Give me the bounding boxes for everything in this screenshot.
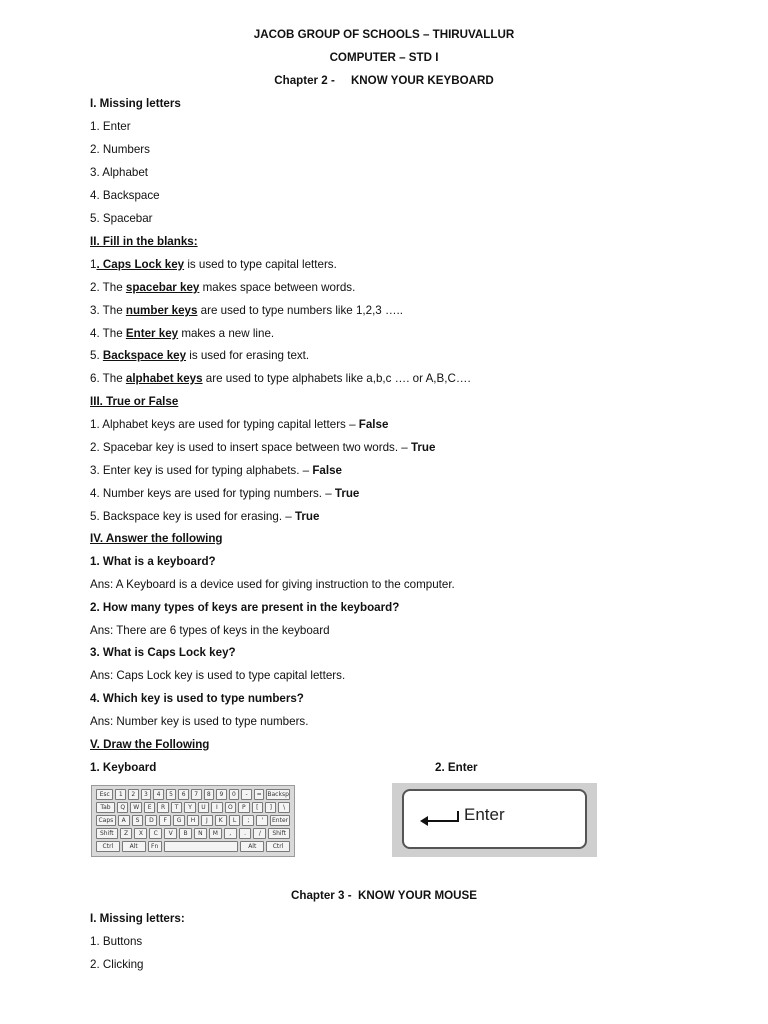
question: 4. Which key is used to type numbers? bbox=[90, 692, 304, 705]
fill-blank-item bbox=[90, 304, 403, 318]
true-false-item bbox=[90, 510, 319, 524]
keyboard-key: B bbox=[179, 828, 192, 839]
keyboard-key: Backsp bbox=[267, 791, 289, 798]
keyboard-key: Y bbox=[184, 802, 195, 813]
keyboard-key: Alt bbox=[240, 841, 264, 852]
keyboard-row bbox=[96, 841, 290, 852]
item-suffix: are used to type alphabets like a,b,c …. or A,B,C…. bbox=[202, 372, 471, 385]
section-draw-title: V. Draw the Following bbox=[90, 738, 210, 751]
keyboard-key: ; bbox=[242, 815, 254, 826]
item-suffix: makes a new line. bbox=[178, 327, 275, 340]
fill-blank-item bbox=[90, 327, 274, 341]
tf-answer: True bbox=[334, 487, 360, 500]
keyboard-key: A bbox=[118, 815, 130, 826]
keyboard-key: D bbox=[145, 815, 157, 826]
keyboard-key: Enter bbox=[272, 817, 289, 824]
item-suffix: makes space between words. bbox=[199, 281, 356, 294]
keyboard-key: T bbox=[171, 802, 182, 813]
chapter-title: KNOW YOUR KEYBOARD bbox=[350, 74, 494, 87]
true-false-item bbox=[90, 487, 359, 501]
true-false-item bbox=[90, 418, 388, 432]
keyboard-key: Esc bbox=[96, 789, 113, 800]
keyboard-key: 0 bbox=[229, 789, 240, 800]
keyboard-key: 8 bbox=[204, 789, 215, 800]
keyboard-key: Caps bbox=[96, 815, 116, 826]
answer: Ans: A Keyboard is a device used for giving instruction to the computer. bbox=[90, 578, 455, 591]
keyboard-key: 2 bbox=[128, 789, 139, 800]
keyboard-key: [ bbox=[252, 802, 263, 813]
keyboard-key: Q bbox=[117, 802, 128, 813]
keyboard-key: F bbox=[159, 815, 171, 826]
statement: 4. Number keys are used for typing numbers. – bbox=[90, 487, 335, 500]
enter-key-text: Enter bbox=[464, 805, 505, 824]
chapter-heading bbox=[0, 74, 768, 88]
keyboard-key bbox=[164, 841, 239, 852]
keyboard-key: P bbox=[238, 802, 249, 813]
list-item: 1. Buttons bbox=[90, 935, 143, 948]
keyboard-key: 6 bbox=[178, 789, 189, 800]
blank-answer: alphabet keys bbox=[125, 372, 203, 385]
chapter3-heading bbox=[0, 889, 768, 903]
keyboard-key: Alt bbox=[122, 841, 146, 852]
keyboard-key: W bbox=[130, 802, 141, 813]
keyboard-key: \ bbox=[278, 802, 289, 813]
question: 2. How many types of keys are present in the keyboard? bbox=[90, 601, 400, 614]
keyboard-key: V bbox=[164, 828, 177, 839]
tf-answer: True bbox=[294, 510, 320, 523]
question: 1. What is a keyboard? bbox=[90, 555, 216, 568]
blank-answer: Backspace key bbox=[102, 349, 187, 362]
keyboard-row bbox=[96, 828, 290, 839]
keyboard-key: . bbox=[239, 828, 252, 839]
question: 3. What is Caps Lock key? bbox=[90, 646, 236, 659]
fill-blank-item bbox=[90, 349, 309, 363]
statement: 2. Spacebar key is used to insert space between two words. – bbox=[90, 441, 411, 454]
keyboard-key: 4 bbox=[153, 789, 164, 800]
keyboard-key: Z bbox=[120, 828, 133, 839]
keyboard-key: E bbox=[144, 802, 155, 813]
keyboard-key: 5 bbox=[166, 789, 177, 800]
keyboard-key: Ctrl bbox=[96, 841, 120, 852]
keyboard-key: C bbox=[149, 828, 162, 839]
keyboard-key: Ctrl bbox=[266, 841, 290, 852]
blank-answer: spacebar key bbox=[125, 281, 200, 294]
tf-answer: True bbox=[410, 441, 436, 454]
list-item: 3. Alphabet bbox=[90, 166, 149, 179]
keyboard-key: L bbox=[229, 815, 241, 826]
keyboard-key: / bbox=[253, 828, 266, 839]
true-false-item bbox=[90, 464, 342, 478]
item-suffix: is used for erasing text. bbox=[186, 349, 310, 362]
keyboard-key: H bbox=[187, 815, 199, 826]
blank-answer: number keys bbox=[125, 304, 198, 317]
fill-blank-item bbox=[90, 281, 355, 295]
keyboard-key: ] bbox=[265, 802, 276, 813]
keyboard-key: G bbox=[173, 815, 185, 826]
section-missing-letters-title: I. Missing letters bbox=[90, 97, 181, 110]
keyboard-key: N bbox=[194, 828, 207, 839]
statement: 5. Backspace key is used for erasing. – bbox=[90, 510, 295, 523]
keyboard-key: I bbox=[211, 802, 222, 813]
chapter3-title: KNOW YOUR MOUSE bbox=[358, 889, 477, 902]
chapter3-section-title: I. Missing letters: bbox=[90, 912, 185, 925]
list-item: 5. Spacebar bbox=[90, 212, 153, 225]
keyboard-key: K bbox=[215, 815, 227, 826]
statement: 3. Enter key is used for typing alphabets. – bbox=[90, 464, 313, 477]
blank-answer: Enter key bbox=[125, 327, 179, 340]
fill-blank-item bbox=[90, 372, 471, 386]
keyboard-key: U bbox=[198, 802, 209, 813]
keyboard-key: 3 bbox=[141, 789, 152, 800]
keyboard-key: - bbox=[241, 789, 252, 800]
item-suffix: are used to type numbers like 1,2,3 ….. bbox=[197, 304, 403, 317]
list-item: 1. Enter bbox=[90, 120, 131, 133]
keyboard-key: ' bbox=[256, 815, 268, 826]
item-prefix: 1 bbox=[90, 258, 97, 271]
keyboard-image bbox=[91, 785, 295, 857]
keyboard-row bbox=[96, 789, 290, 800]
keyboard-key: Shift bbox=[268, 828, 290, 839]
keyboard-key: M bbox=[209, 828, 222, 839]
answer: Ans: Caps Lock key is used to type capital letters. bbox=[90, 669, 346, 682]
keyboard-key: Shift bbox=[96, 828, 118, 839]
tf-answer: False bbox=[312, 464, 342, 477]
keyboard-key: S bbox=[132, 815, 144, 826]
enter-key-drawing bbox=[402, 789, 587, 849]
blank-answer: . Caps Lock key bbox=[96, 258, 185, 271]
keyboard-key: O bbox=[225, 802, 236, 813]
keyboard-row bbox=[96, 802, 290, 813]
keyboard-key: 1 bbox=[115, 789, 126, 800]
tf-answer: False bbox=[358, 418, 389, 431]
section-answer-title: IV. Answer the following bbox=[90, 532, 223, 545]
item-suffix: is used to type capital letters. bbox=[184, 258, 337, 271]
school-title: JACOB GROUP OF SCHOOLS – THIRUVALLUR bbox=[253, 28, 515, 41]
keyboard-key: X bbox=[134, 828, 147, 839]
enter-label: 2. Enter bbox=[435, 761, 478, 774]
chapter-prefix: Chapter 2 - bbox=[274, 74, 335, 87]
keyboard-key: R bbox=[157, 802, 168, 813]
keyboard-key: Tab bbox=[96, 802, 115, 813]
item-prefix: 3. The bbox=[90, 304, 126, 317]
list-item: 4. Backspace bbox=[90, 189, 160, 202]
section-true-false-title: III. True or False bbox=[90, 395, 179, 408]
list-item: 2. Numbers bbox=[90, 143, 150, 156]
return-arrow-icon bbox=[418, 809, 462, 829]
keyboard-key: 9 bbox=[216, 789, 227, 800]
true-false-item bbox=[90, 441, 435, 455]
enter-key-image bbox=[392, 783, 597, 857]
subject-title: COMPUTER – STD I bbox=[329, 51, 439, 64]
section-fill-blanks-title: II. Fill in the blanks: bbox=[90, 235, 198, 248]
keyboard-key: = bbox=[254, 789, 265, 800]
keyboard-key: Fn bbox=[148, 841, 162, 852]
keyboard-row bbox=[96, 815, 290, 826]
keyboard-key: , bbox=[224, 828, 237, 839]
answer: Ans: There are 6 types of keys in the keyboard bbox=[90, 624, 330, 637]
fill-blank-item bbox=[90, 258, 337, 272]
statement: 1. Alphabet keys are used for typing capital letters – bbox=[90, 418, 359, 431]
item-prefix: 4. The bbox=[90, 327, 126, 340]
keyboard-label: 1. Keyboard bbox=[90, 761, 157, 774]
item-prefix: 5. bbox=[90, 349, 103, 362]
answer: Ans: Number key is used to type numbers. bbox=[90, 715, 309, 728]
item-prefix: 6. The bbox=[90, 372, 126, 385]
item-prefix: 2. The bbox=[90, 281, 126, 294]
keyboard-key: 7 bbox=[191, 789, 202, 800]
keyboard-key: J bbox=[201, 815, 213, 826]
chapter3-prefix: Chapter 3 - bbox=[291, 889, 352, 902]
list-item: 2. Clicking bbox=[90, 958, 144, 971]
